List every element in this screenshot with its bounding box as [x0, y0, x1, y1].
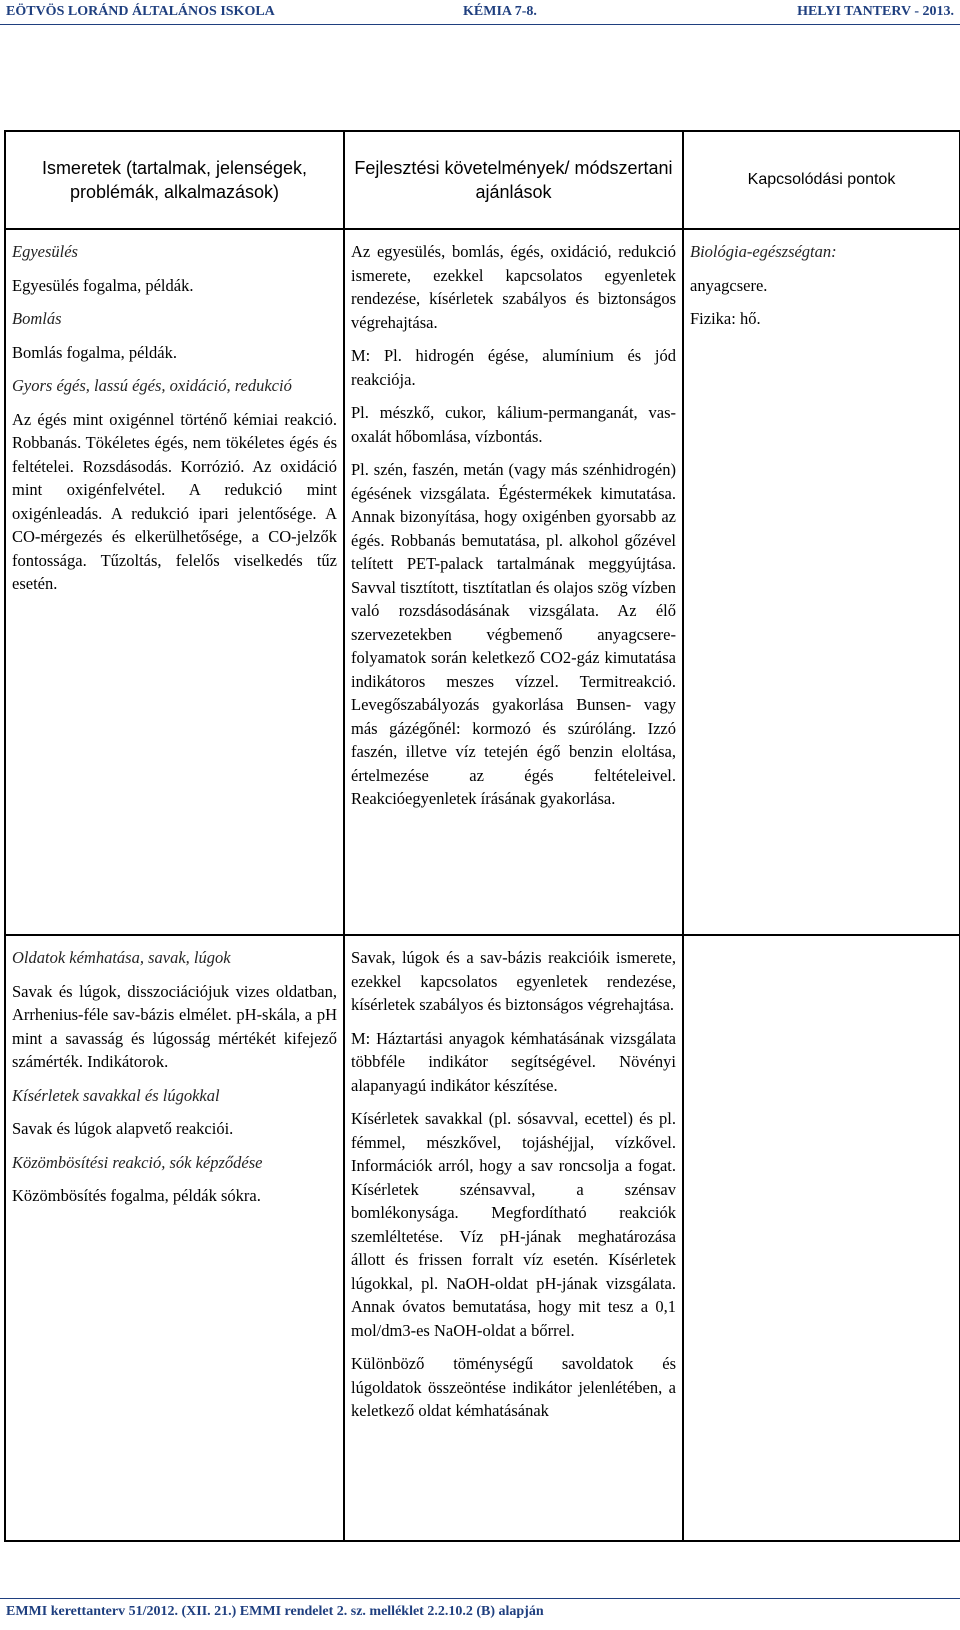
paragraph-text: Az égés mint oxigénnel történő kémiai reakció. Robbanás. Tökéletes égés, nem tökéletes égés és feltételei. Rozsdásodás. Korrózió. Az oxidáció mint oxigénfelvétel. A redukció mint oxigénleadás. A redukció ipari jelentősége. A CO-mérgezés és elkerülhetősége, a CO-jelzők fontossága. Tűzoltás, felelős viselkedés tűz esetén.	[12, 409, 337, 593]
curriculum-table	[4, 130, 960, 1542]
section-heading: Gyors égés, lassú égés, oxidáció, redukció	[12, 376, 292, 395]
paragraph-text: Fizika: hő.	[690, 309, 761, 328]
row1-connections-cell	[683, 229, 960, 935]
header-school-name: EÖTVÖS LORÁND ÁLTALÁNOS ISKOLA	[6, 4, 275, 19]
section-heading: Közömbösítési reakció, sók képződése	[12, 1152, 263, 1172]
page-header	[0, 4, 960, 24]
section-heading: Egyesülés	[12, 242, 78, 261]
paragraph-text: Egyesülés fogalma, példák.	[12, 275, 194, 295]
table-header-row	[5, 131, 960, 229]
section-heading: Kísérletek savakkal és lúgokkal	[12, 1085, 220, 1105]
section-heading: Bomlás	[12, 309, 62, 328]
paragraph-text: Savak és lúgok, disszociációjuk vizes oldatban, Arrhenius-féle sav-bázis elmélet. pH-skála, a pH mint a savasság és lúgosság mértékét kifejező számérték. Indikátorok.	[12, 981, 337, 1071]
section-heading: Biológia-egészségtan:	[690, 242, 837, 261]
paragraph-text: Különböző töménységű savoldatok és lúgoldatok összeöntése indikátor jelenlétében, a keletkező oldat kémhatásának	[351, 1354, 676, 1420]
footer-divider	[0, 1598, 960, 1599]
paragraph-text: Bomlás fogalma, példák.	[12, 342, 177, 362]
section-heading: Oldatok kémhatása, savak, lúgok	[12, 948, 231, 967]
paragraph-text: Savak és lúgok alapvető reakciói.	[12, 1119, 234, 1138]
row2-knowledge-cell	[5, 935, 344, 1541]
header-subject: KÉMIA 7-8.	[463, 4, 537, 19]
column-header-requirements: Fejlesztési követelmények/ módszertani ajánlások	[344, 131, 683, 229]
paragraph-text: Pl. szén, faszén, metán (vagy más szénhidrogén) égésének vizsgálata. Égéstermékek kimutatása. Annak bizonyítása, hogy oxigénben gyorsabb az égés. Robbanás bemutatása, pl. alkohol gőzével telített PET-palack tartalmának meggyújtása. Savval tisztított, tisztítatlan és olajos szög vízben való rozsdásodásának vizsgálata. Az élő szervezetekben végbemenő anyagcsere-folyamatok során keletkező CO2-gáz kimutatása indikátoros meszes vízzel. Termitreakció. Levegőszabályozás gyakorlása Bunsen- vagy más gázégőnél: kormozó és szúróláng. Izzó faszén, illetve víz tetején égő benzin eloltása, értelmezése az égés feltételeivel. Reakcióegyenletek írásának gyakorlása.	[351, 460, 676, 808]
paragraph-text: Közömbösítés fogalma, példák sókra.	[12, 1186, 261, 1205]
paragraph-text: Az egyesülés, bomlás, égés, oxidáció, redukció ismerete, ezekkel kapcsolatos egyenletek rendezése, kísérletek szabályos és biztonságos végrehajtása.	[351, 242, 676, 332]
column-header-connections: Kapcsolódási pontok	[683, 131, 960, 229]
paragraph-text: Savak, lúgok és a sav-bázis reakcióik ismerete, ezekkel kapcsolatos egyenletek rendezése, kísérletek szabályos és biztonságos végrehajtása.	[351, 948, 676, 1014]
table-row	[5, 229, 960, 935]
header-curriculum: HELYI TANTERV - 2013.	[797, 4, 954, 19]
column-header-knowledge: Ismeretek (tartalmak, jelenségek, problémák, alkalmazások)	[5, 131, 344, 229]
paragraph-text: Kísérletek savakkal (pl. sósavval, ecettel) és pl. fémmel, mészkővel, tojáshéjjal, vízkővel. Információk arról, hogy a sav roncsolja a fogat. Kísérletek szénsavval, a szénsav bomlékonysága. Megfordítható reakciók szemléltetése. Víz pH-jának meghatározása állott és frissen forralt víz esetén. Kísérletek lúgokkal, pl. NaOH-oldat pH-jának vizsgálata. Annak óvatos bemutatása, hogy mit tesz a 0,1 mol/dm3-es NaOH-oldat a bőrrel.	[351, 1109, 676, 1340]
row1-requirements-cell	[344, 229, 683, 935]
paragraph-text: anyagcsere.	[690, 275, 768, 295]
row2-connections-cell	[683, 935, 960, 1541]
row1-knowledge-cell	[5, 229, 344, 935]
page-footer: EMMI kerettanterv 51/2012. (XII. 21.) EMMI rendelet 2. sz. melléklet 2.2.10.2 (B) alapján	[6, 1604, 544, 1619]
paragraph-text: M: Pl. hidrogén égése, alumínium és jód reakciója.	[351, 346, 676, 389]
row2-requirements-cell	[344, 935, 683, 1541]
paragraph-text: Pl. mészkő, cukor, kálium-permanganát, vas-oxalát hőbomlása, vízbontás.	[351, 403, 676, 446]
header-divider	[0, 24, 960, 25]
paragraph-text: M: Háztartási anyagok kémhatásának vizsgálata többféle indikátor segítségével. Növényi alapanyagú indikátor készítése.	[351, 1028, 676, 1095]
table-row	[5, 935, 960, 1541]
